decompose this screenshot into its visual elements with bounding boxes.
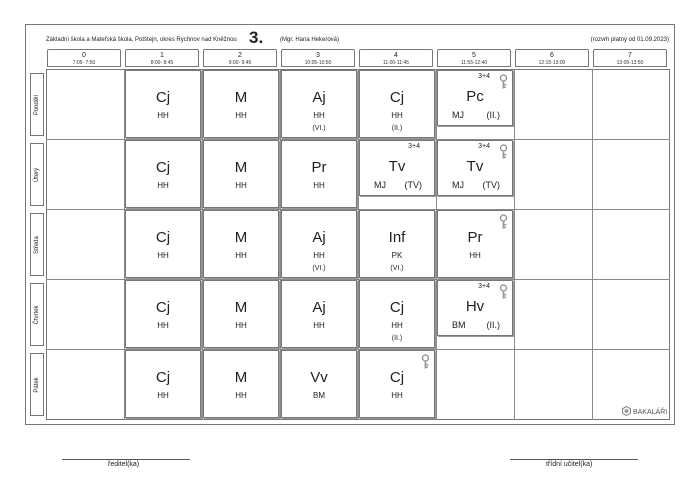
lesson-teacher: HH [313, 181, 325, 190]
lesson-teacher: HH [469, 251, 481, 260]
lesson-teacher: HH [157, 111, 169, 120]
lesson-subject: M [234, 369, 248, 386]
lesson-subject: M [234, 159, 248, 176]
lesson-group-count: 3+4 [478, 283, 490, 290]
period-number: 3 [316, 52, 320, 59]
lesson-cell[interactable] [281, 280, 357, 348]
lesson-teacher: HH [235, 251, 247, 260]
period-time: 7:05- 7:50 [72, 60, 96, 66]
lesson-cell[interactable] [281, 350, 357, 418]
period-time: 8:00- 8:45 [150, 60, 174, 66]
lesson-group-count: 3+4 [408, 143, 420, 150]
period-header-3 [281, 49, 355, 67]
lesson-subject: M [234, 299, 248, 316]
lesson-cell[interactable] [203, 140, 279, 208]
lesson-cell[interactable] [359, 350, 435, 418]
lesson-teacher: HH [157, 391, 169, 400]
lesson-group: (TV) [404, 180, 422, 190]
lesson-cell-split[interactable] [437, 140, 513, 196]
lesson-cell[interactable] [125, 140, 201, 208]
school-name: Základní škola a Mateřská škola, Potštejn, okres Rychnov nad Kněžnou [46, 37, 237, 43]
lesson-cell[interactable] [281, 70, 357, 138]
lesson-cell[interactable] [203, 210, 279, 278]
lesson-teacher: BM [313, 391, 325, 400]
day-name: Pátek [34, 376, 40, 393]
lesson-teacher: HH [313, 111, 325, 120]
lesson-cell[interactable] [203, 70, 279, 138]
lesson-subject: Vv [310, 369, 328, 386]
lesson-subject: Cj [155, 229, 171, 246]
lesson-subject: Tv [388, 158, 406, 175]
key-icon [421, 354, 430, 370]
brand-name: BAKALÁŘI [632, 409, 668, 416]
grid-divider [592, 69, 593, 420]
lesson-cell[interactable] [281, 140, 357, 208]
lesson-cell[interactable] [125, 70, 201, 138]
lesson-teacher: HH [157, 251, 169, 260]
lesson-cell[interactable] [125, 210, 201, 278]
lesson-teacher: HH [391, 391, 403, 400]
lesson-subject: Cj [389, 369, 405, 386]
lesson-group: (VI.) [312, 265, 326, 272]
lesson-teacher: HH [157, 321, 169, 330]
lesson-cell[interactable] [203, 350, 279, 418]
period-number: 4 [394, 52, 398, 59]
lesson-subject: Aj [312, 89, 326, 106]
lesson-teacher: PK [391, 251, 403, 260]
period-number: 5 [472, 52, 476, 59]
lesson-teacher: HH [235, 321, 247, 330]
signature-label-director: ředitel(ka) [108, 461, 140, 468]
lesson-subject: Aj [312, 299, 326, 316]
lesson-subject: Pr [467, 229, 483, 246]
day-name: Středa [34, 235, 40, 254]
lesson-subject: Cj [155, 89, 171, 106]
period-number: 6 [550, 52, 554, 59]
day-label-friday [30, 353, 44, 416]
period-time: 12:15-13:00 [538, 60, 566, 66]
lesson-subject: Cj [155, 299, 171, 316]
period-time: 9:00- 9:45 [228, 60, 252, 66]
bakalari-logo-icon [622, 406, 631, 416]
lesson-cell[interactable] [359, 210, 435, 278]
lesson-group: (II.) [486, 320, 500, 330]
lesson-cell[interactable] [437, 210, 513, 278]
day-name: Úterý [34, 167, 40, 182]
lesson-teacher: HH [235, 181, 247, 190]
valid-from: (rozvrh platný od 01.09.2023) [590, 37, 669, 43]
period-time: 11:55-12:40 [460, 60, 488, 66]
key-icon [499, 214, 508, 230]
class-teacher-name: (Mgr. Hana Hekerová) [280, 37, 340, 43]
lesson-subject: Pr [311, 159, 327, 176]
lesson-subject: Cj [389, 89, 405, 106]
lesson-subject: Cj [389, 299, 405, 316]
signature-line-director [62, 459, 190, 460]
lesson-group: (II.) [391, 335, 403, 342]
lesson-group-count: 3+4 [478, 143, 490, 150]
lesson-subject: Cj [155, 369, 171, 386]
lesson-teacher: MJ [374, 180, 386, 190]
class-name: 3. [249, 28, 264, 47]
period-header-6 [515, 49, 589, 67]
period-header-7 [593, 49, 667, 67]
day-name: Pondělí [34, 94, 40, 115]
day-name: Čtvrtek [34, 304, 40, 325]
day-label-wednesday [30, 213, 44, 276]
lesson-teacher: BM [452, 320, 466, 330]
signature-label-class-teacher: třídní učitel(ka) [546, 461, 593, 468]
grid-divider [514, 69, 515, 420]
lesson-teacher: HH [235, 391, 247, 400]
period-time: 11:00-11:45 [383, 60, 409, 66]
period-number: 7 [628, 52, 632, 59]
lesson-teacher: HH [235, 111, 247, 120]
lesson-teacher: HH [391, 321, 403, 330]
lesson-group: (II.) [486, 110, 500, 120]
period-header-1 [125, 49, 199, 67]
lesson-subject: Hv [465, 298, 485, 315]
period-header-5 [437, 49, 511, 67]
lesson-teacher: HH [391, 111, 403, 120]
lesson-subject: Aj [312, 229, 326, 246]
lesson-cell[interactable] [281, 210, 357, 278]
period-number: 0 [82, 52, 86, 59]
lesson-cell[interactable] [359, 70, 435, 138]
period-header-0 [47, 49, 121, 67]
lesson-teacher: MJ [452, 110, 464, 120]
lesson-group: (TV) [482, 180, 500, 190]
lesson-cell[interactable] [125, 280, 201, 348]
lesson-teacher: MJ [452, 180, 464, 190]
lesson-subject: Tv [466, 158, 484, 175]
lesson-subject: M [234, 229, 248, 246]
period-number: 2 [238, 52, 242, 59]
lesson-group: (VI.) [312, 125, 326, 132]
period-header-4 [359, 49, 433, 67]
lesson-subject: Inf [388, 229, 406, 246]
day-label-thursday [30, 283, 44, 346]
lesson-subject: Cj [155, 159, 171, 176]
lesson-cell-split[interactable] [359, 140, 435, 196]
lesson-cell[interactable] [125, 350, 201, 418]
lesson-cell[interactable] [203, 280, 279, 348]
period-number: 1 [160, 52, 164, 59]
lesson-cell-split[interactable] [437, 70, 513, 126]
lesson-teacher: HH [157, 181, 169, 190]
lesson-subject: Pc [466, 88, 484, 105]
lesson-teacher: HH [313, 321, 325, 330]
lesson-subject: M [234, 89, 248, 106]
lesson-cell-split[interactable] [437, 280, 513, 336]
lesson-group: (II.) [391, 125, 403, 132]
lesson-teacher: HH [313, 251, 325, 260]
period-time: 13:05-13:50 [616, 60, 644, 66]
signature-line-class-teacher [510, 459, 638, 460]
period-time: 10:05-10:50 [304, 60, 332, 66]
day-label-monday [30, 73, 44, 136]
bakalari-brand [622, 406, 667, 416]
lesson-group: (VI.) [390, 265, 404, 272]
period-header-2 [203, 49, 277, 67]
day-label-tuesday [30, 143, 44, 206]
lesson-cell[interactable] [359, 280, 435, 348]
lesson-group-count: 3+4 [478, 73, 490, 80]
